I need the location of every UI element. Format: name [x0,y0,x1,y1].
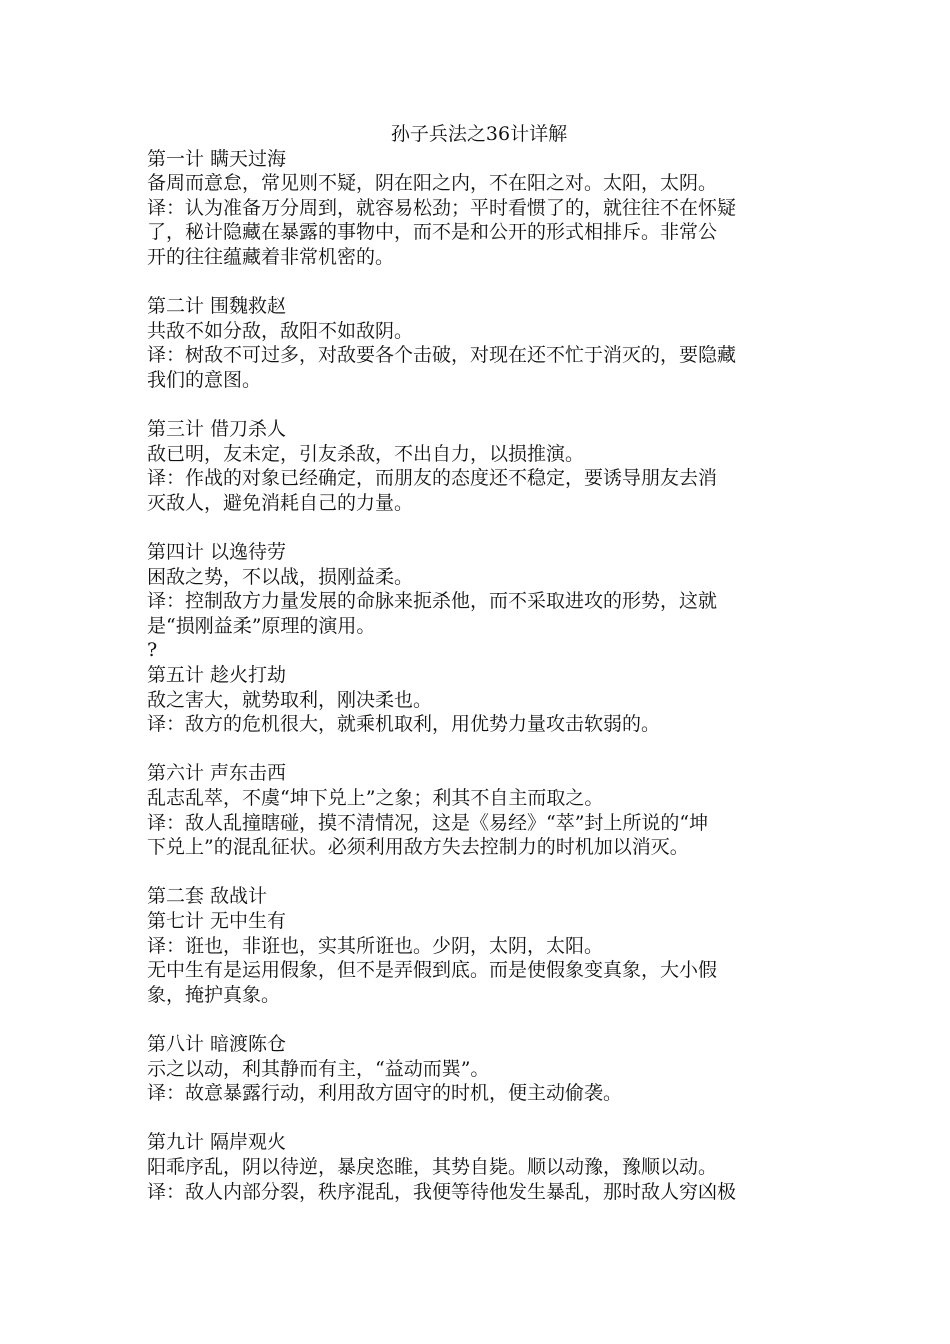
paragraph-line: 敌已明，友未定，引友杀敌，不出自力，以损推演。 [147,442,585,465]
section-heading: 第三计 借刀杀人 [147,418,287,441]
section-heading: 第一计 瞒天过海 [147,147,287,170]
paragraph-line: 困敌之势，不以战，损刚益柔。 [147,565,414,588]
document-body [147,122,811,1204]
paragraph-line: 译：诳也，非诳也，实其所诳也。少阴，太阴，太阳。 [147,934,604,957]
blank-line [147,860,811,885]
blank-line [147,270,811,295]
blank-line [147,1007,811,1032]
paragraph-line: 是“损刚益柔”原理的演用。 [147,614,376,637]
paragraph-line: 译：敌人乱撞瞎碰，摸不清情况，这是《易经》“萃”封上所说的“坤 [147,811,709,834]
paragraph-line: 译：敌人内部分裂，秩序混乱，我便等待他发生暴乱，那时敌人穷凶极 [147,1180,737,1203]
paragraph-line: 译：敌方的危机很大，就乘机取利，用优势力量攻击软弱的。 [147,713,661,736]
section-heading: 第八计 暗渡陈仓 [147,1032,287,1055]
section-heading: 第七计 无中生有 [147,910,287,932]
paragraph-line: 无中生有是运用假象，但不是弄假到底。而是使假象变真象，大小假 [147,959,718,982]
paragraph-line: 下兑上”的混乱征状。必须利用敌方失去控制力的时机加以消灭。 [147,836,689,859]
paragraph-line: 译：控制敌方力量发展的命脉来扼杀他，而不采取进攻的形势，这就 [147,590,718,613]
paragraph-line: 敌之害大，就势取利，刚决柔也。 [147,688,433,711]
paragraph-line: 译：树敌不可过多，对敌要各个击破，对现在还不忙于消灭的，要隐藏 [147,344,737,367]
document-lines [147,147,811,1205]
paragraph-line: 示之以动，利其静而有主，“益动而巽”。 [147,1057,490,1080]
paragraph-line: 象，掩护真象。 [147,983,281,1006]
paragraph-line: 译：故意暴露行动，利用敌方固守的时机，便主动偷袭。 [147,1082,623,1105]
section-heading: 第二计 围魏救赵 [147,295,287,318]
paragraph-line: 乱志乱萃，不虞“坤下兑上”之象；利其不自主而取之。 [147,787,604,810]
section-heading: 第二套 敌战计 [147,885,268,908]
paragraph-line: 了，秘计隐藏在暴露的事物中，而不是和公开的形式相排斥。非常公 [147,221,718,244]
document-title: 孙子兵法之36计详解 [390,123,568,145]
paragraph-line: 共敌不如分敌，敌阳不如敌阴。 [147,319,414,342]
blank-line [147,393,811,418]
paragraph-line: 备周而意怠，常见则不疑，阴在阳之内，不在阳之对。太阳，太阴。 [147,172,718,195]
paragraph-line: 开的往往蕴藏着非常机密的。 [147,245,395,268]
paragraph-line: 我们的意图。 [147,368,262,391]
section-heading: 第九计 隔岸观火 [147,1131,287,1154]
blank-line [147,737,811,762]
section-heading: 第四计 以逸待劳 [147,541,287,564]
paragraph-line: 灭敌人，避免消耗自己的力量。 [147,491,414,514]
paragraph-line: 阳乖序乱，阴以待逆，暴戾恣睢，其势自毙。顺以动豫，豫顺以动。 [147,1155,718,1178]
paragraph-line: 译：作战的对象已经确定，而朋友的态度还不稳定，要诱导朋友去消 [147,467,718,490]
paragraph-line: 译：认为准备万分周到，就容易松劲；平时看惯了的，就往往不在怀疑 [147,196,737,219]
section-heading: 第六计 声东击西 [147,762,287,785]
blank-line [147,516,811,541]
blank-line [147,1106,811,1131]
section-heading: 第五计 趁火打劫 [147,664,287,687]
paragraph-line: ? [147,639,158,662]
